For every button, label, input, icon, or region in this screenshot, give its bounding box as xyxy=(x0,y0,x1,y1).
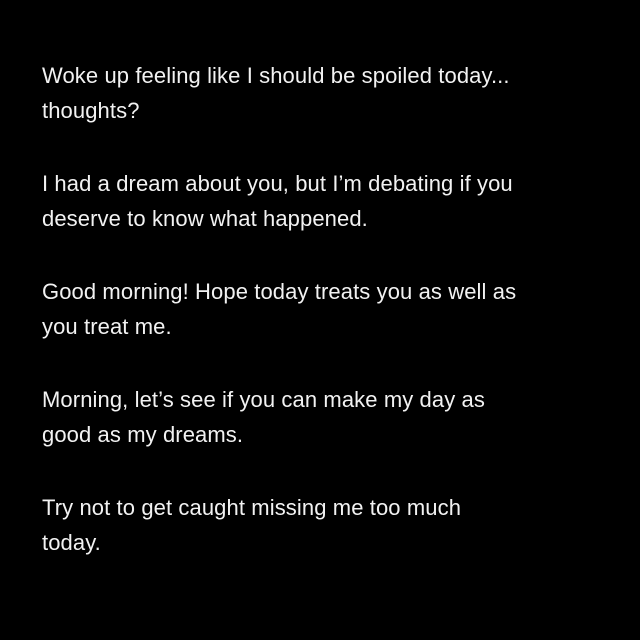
message-line: Try not to get caught missing me too much xyxy=(42,495,462,520)
message-paragraph xyxy=(42,382,610,452)
message-line: Good morning! Hope today treats you as well as xyxy=(42,279,517,304)
message-line: thoughts? xyxy=(42,98,140,123)
message-line: Morning, let’s see if you can make my day as xyxy=(42,387,485,412)
message-line: good as my dreams. xyxy=(42,422,244,447)
message-line: Woke up feeling like I should be spoiled today... xyxy=(42,63,510,88)
message-paragraph xyxy=(42,490,610,560)
message-paragraph xyxy=(42,166,610,236)
message-line: you treat me. xyxy=(42,314,172,339)
message-paragraph xyxy=(42,58,610,128)
message-line: deserve to know what happened. xyxy=(42,206,368,231)
message-line: today. xyxy=(42,530,101,555)
message-list xyxy=(42,58,610,598)
message-paragraph xyxy=(42,274,610,344)
message-line: I had a dream about you, but I’m debating if you xyxy=(42,171,513,196)
